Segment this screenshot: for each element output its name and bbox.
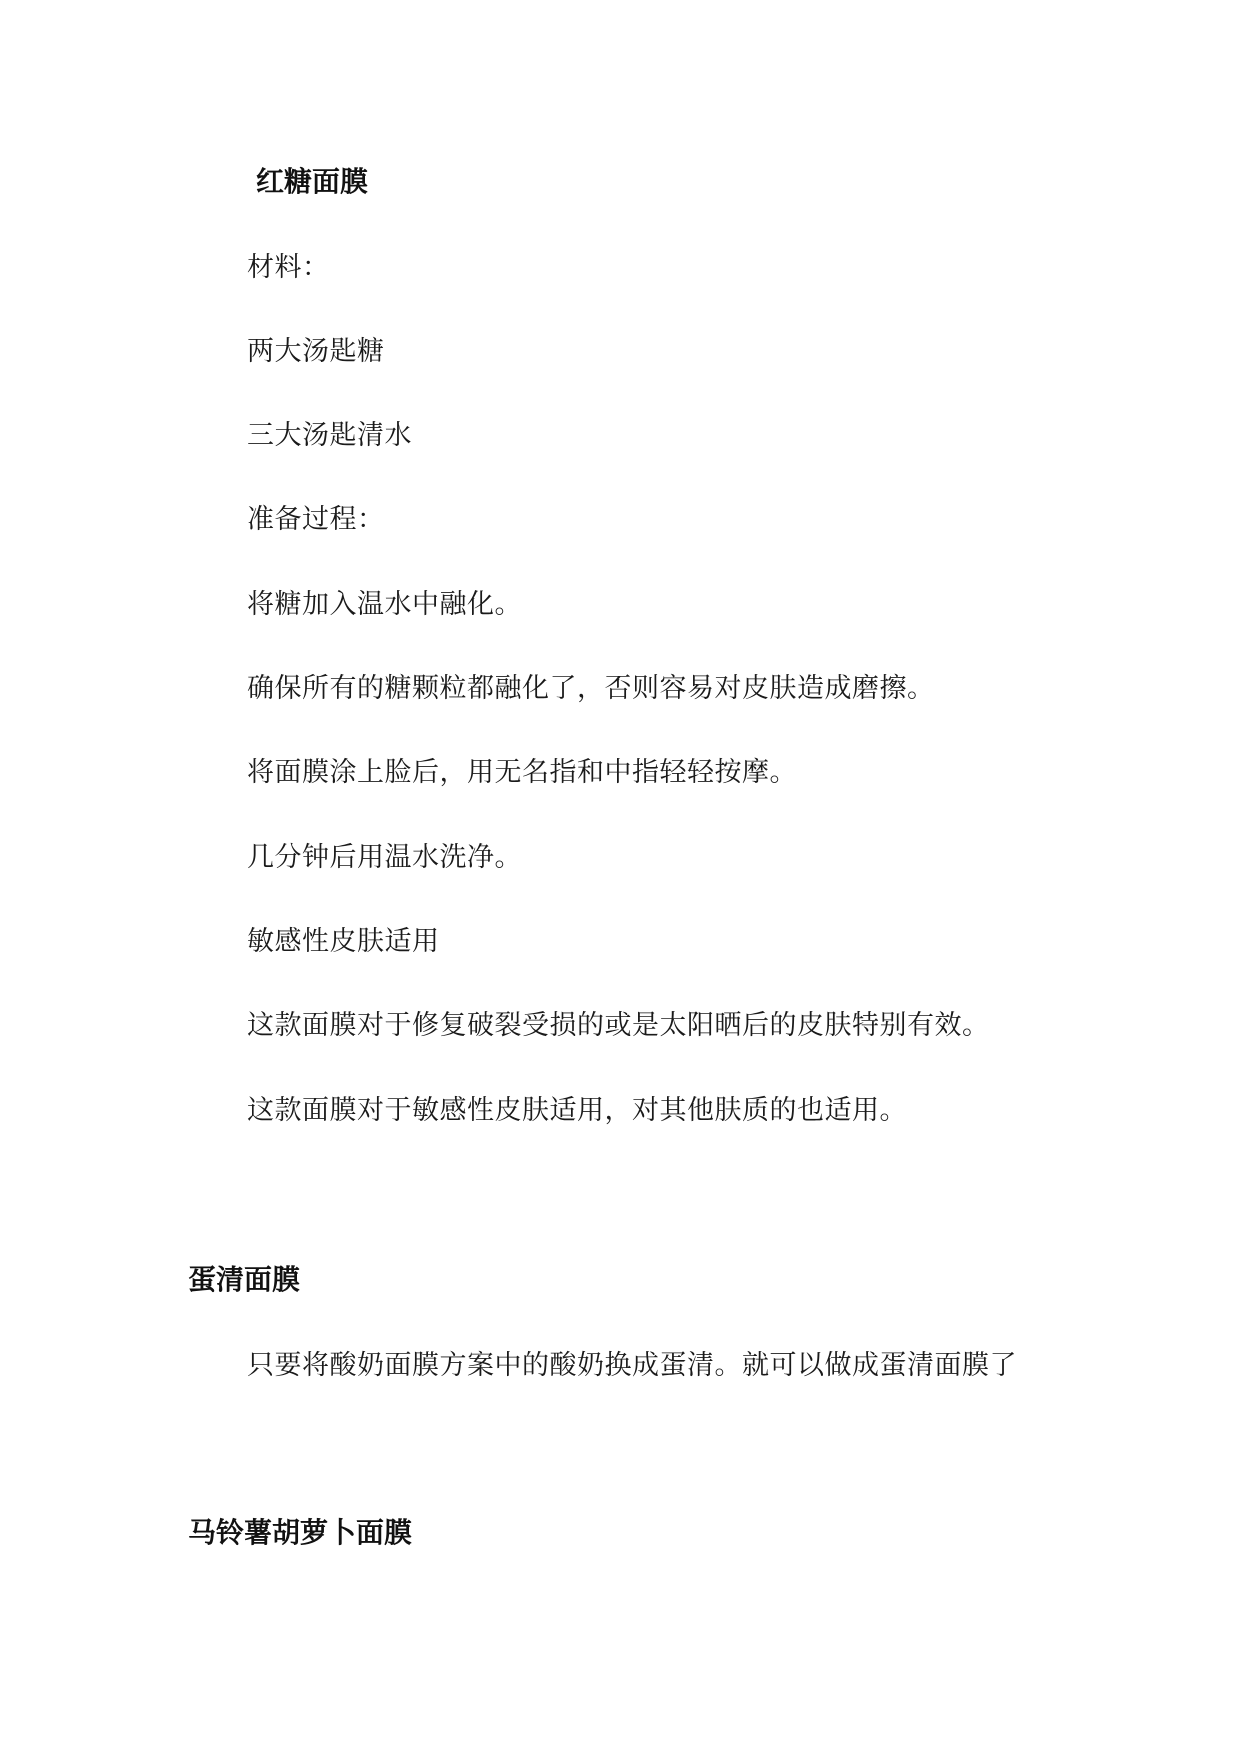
paragraph: 这款面膜对于修复破裂受损的或是太阳晒后的皮肤特别有效。	[247, 1010, 990, 1041]
section-heading-egg-white-mask: 蛋清面膜	[188, 1263, 301, 1296]
paragraph: 确保所有的糖颗粒都融化了，否则容易对皮肤造成磨擦。	[247, 673, 935, 704]
paragraph: 准备过程：	[247, 504, 385, 535]
paragraph: 将糖加入温水中融化。	[247, 589, 522, 620]
paragraph: 这款面膜对于敏感性皮肤适用，对其他肤质的也适用。	[247, 1095, 907, 1126]
paragraph: 敏感性皮肤适用	[247, 926, 440, 957]
section-heading-brown-sugar-mask: 红糖面膜	[256, 165, 369, 198]
paragraph: 材料：	[247, 252, 330, 283]
paragraph: 三大汤匙清水	[247, 420, 412, 451]
section-heading-potato-carrot-mask: 马铃薯胡萝卜面膜	[188, 1516, 413, 1549]
paragraph: 几分钟后用温水洗净。	[247, 842, 522, 873]
paragraph: 只要将酸奶面膜方案中的酸奶换成蛋清。就可以做成蛋清面膜了	[247, 1350, 1017, 1381]
paragraph: 两大汤匙糖	[247, 336, 385, 367]
paragraph: 将面膜涂上脸后，用无名指和中指轻轻按摩。	[247, 757, 797, 788]
